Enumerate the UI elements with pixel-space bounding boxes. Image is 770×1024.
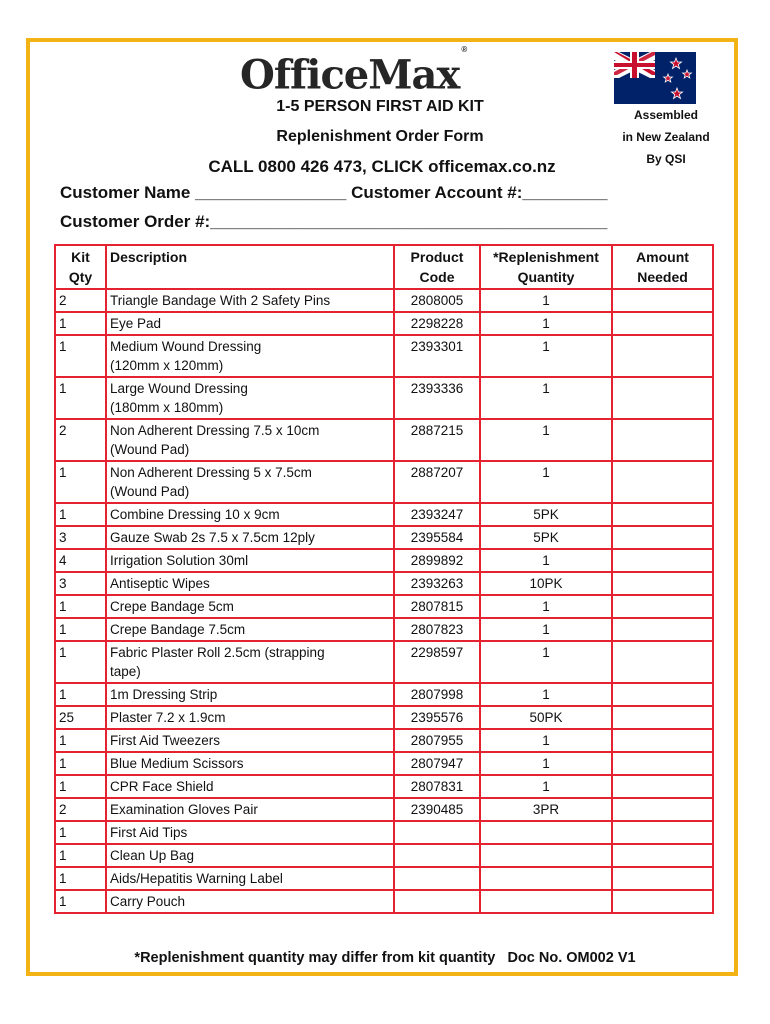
description-cell xyxy=(106,821,394,844)
amount-needed-cell[interactable] xyxy=(612,312,713,335)
kit-qty-cell: 1 xyxy=(55,618,106,641)
table-row xyxy=(55,683,713,706)
product-code-cell xyxy=(394,821,480,844)
description-text: Crepe Bandage 5cm xyxy=(110,599,234,614)
description-text: Combine Dressing 10 x 9cm xyxy=(110,507,280,522)
kit-qty-cell: 1 xyxy=(55,377,106,419)
description-cell xyxy=(106,595,394,618)
header-kit-qty: Kit Qty xyxy=(55,245,106,289)
header-product-code: Product Code xyxy=(394,245,480,289)
replenishment-qty-cell: 1 xyxy=(480,549,612,572)
table-row xyxy=(55,289,713,312)
amount-needed-cell[interactable] xyxy=(612,595,713,618)
description-cell xyxy=(106,419,394,461)
replenishment-qty-cell: 3PR xyxy=(480,798,612,821)
description-cell xyxy=(106,890,394,913)
amount-needed-cell[interactable] xyxy=(612,526,713,549)
header-description: Description xyxy=(106,245,394,289)
table-row xyxy=(55,798,713,821)
amount-needed-cell[interactable] xyxy=(612,572,713,595)
description-text: Examination Gloves Pair xyxy=(110,802,258,817)
table-row xyxy=(55,729,713,752)
kit-qty-cell: 1 xyxy=(55,775,106,798)
product-code-cell: 2393263 xyxy=(394,572,480,595)
product-code-cell: 2887215 xyxy=(394,419,480,461)
replenishment-qty-cell: 5PK xyxy=(480,526,612,549)
table-row xyxy=(55,572,713,595)
kit-qty-cell: 25 xyxy=(55,706,106,729)
description-text: Plaster 7.2 x 1.9cm xyxy=(110,710,226,725)
table-row xyxy=(55,526,713,549)
description-text: CPR Face Shield xyxy=(110,779,214,794)
amount-needed-cell[interactable] xyxy=(612,618,713,641)
description-text: Carry Pouch xyxy=(110,894,186,909)
amount-needed-cell[interactable] xyxy=(612,775,713,798)
description-text-line2: (120mm x 120mm) xyxy=(110,358,224,373)
table-row xyxy=(55,890,713,913)
kit-qty-cell: 1 xyxy=(55,335,106,377)
customer-name-account-line[interactable]: Customer Name ________________ Customer Account #:_________ xyxy=(60,183,608,202)
assembled-location: in New Zealand xyxy=(622,130,710,144)
table-row xyxy=(55,335,713,377)
kit-qty-cell: 1 xyxy=(55,503,106,526)
form-subtitle: Replenishment Order Form xyxy=(276,128,484,145)
table-header-row xyxy=(55,245,713,289)
description-text: Irrigation Solution 30ml xyxy=(110,553,249,568)
description-cell xyxy=(106,461,394,503)
kit-qty-cell: 2 xyxy=(55,419,106,461)
product-code-cell: 2393247 xyxy=(394,503,480,526)
amount-needed-cell[interactable] xyxy=(612,706,713,729)
description-cell xyxy=(106,706,394,729)
replenishment-qty-cell: 1 xyxy=(480,335,612,377)
description-cell xyxy=(106,729,394,752)
description-cell xyxy=(106,641,394,683)
table-row xyxy=(55,641,713,683)
header-amount-needed: Amount Needed xyxy=(612,245,713,289)
description-cell xyxy=(106,752,394,775)
new-zealand-flag-icon xyxy=(614,52,696,104)
description-cell xyxy=(106,549,394,572)
description-text: First Aid Tips xyxy=(110,825,188,840)
table-row xyxy=(55,618,713,641)
product-code-cell: 2298597 xyxy=(394,641,480,683)
product-code-cell: 2807823 xyxy=(394,618,480,641)
description-text: 1m Dressing Strip xyxy=(110,687,218,702)
description-cell xyxy=(106,377,394,419)
kit-qty-cell: 2 xyxy=(55,798,106,821)
description-text: Blue Medium Scissors xyxy=(110,756,244,771)
amount-needed-cell[interactable] xyxy=(612,683,713,706)
table-row xyxy=(55,775,713,798)
replenishment-qty-cell: 10PK xyxy=(480,572,612,595)
product-code-cell: 2395576 xyxy=(394,706,480,729)
kit-qty-cell: 1 xyxy=(55,890,106,913)
amount-needed-cell[interactable] xyxy=(612,335,713,377)
description-cell xyxy=(106,312,394,335)
amount-needed-cell[interactable] xyxy=(612,641,713,683)
assembled-label: Assembled xyxy=(633,108,699,122)
description-text: Fabric Plaster Roll 2.5cm (strapping xyxy=(110,645,325,660)
kit-qty-cell: 1 xyxy=(55,461,106,503)
replenishment-qty-cell: 1 xyxy=(480,595,612,618)
description-cell xyxy=(106,618,394,641)
description-text: Large Wound Dressing xyxy=(110,381,248,396)
replenishment-qty-cell: 1 xyxy=(480,683,612,706)
kit-qty-cell: 1 xyxy=(55,844,106,867)
form-title: 1-5 PERSON FIRST AID KIT xyxy=(276,98,484,115)
amount-needed-cell[interactable] xyxy=(612,503,713,526)
kit-qty-cell: 1 xyxy=(55,752,106,775)
description-text: Aids/Hepatitis Warning Label xyxy=(110,871,283,886)
kit-qty-cell: 1 xyxy=(55,641,106,683)
description-text: Antiseptic Wipes xyxy=(110,576,210,591)
table-row xyxy=(55,595,713,618)
kit-qty-cell: 1 xyxy=(55,867,106,890)
product-code-cell: 2390485 xyxy=(394,798,480,821)
description-text: Eye Pad xyxy=(110,316,162,331)
table-row xyxy=(55,312,713,335)
product-code-cell xyxy=(394,867,480,890)
description-text-line2: (180mm x 180mm) xyxy=(110,400,224,415)
product-code-cell: 2395584 xyxy=(394,526,480,549)
amount-needed-cell[interactable] xyxy=(612,890,713,913)
amount-needed-cell[interactable] xyxy=(612,752,713,775)
description-cell xyxy=(106,526,394,549)
amount-needed-cell[interactable] xyxy=(612,798,713,821)
table-row xyxy=(55,752,713,775)
kit-qty-cell: 1 xyxy=(55,683,106,706)
replenishment-qty-cell: 1 xyxy=(480,289,612,312)
amount-needed-cell[interactable] xyxy=(612,729,713,752)
replenishment-table xyxy=(54,244,714,914)
replenishment-qty-cell: 1 xyxy=(480,752,612,775)
description-text: Non Adherent Dressing 5 x 7.5cm xyxy=(110,465,312,480)
replenishment-qty-cell xyxy=(480,867,612,890)
kit-qty-cell: 1 xyxy=(55,312,106,335)
amount-needed-cell[interactable] xyxy=(612,844,713,867)
replenishment-qty-cell: 50PK xyxy=(480,706,612,729)
kit-qty-cell: 2 xyxy=(55,289,106,312)
amount-needed-cell[interactable] xyxy=(612,821,713,844)
footer-note: *Replenishment quantity may differ from kit quantity Doc No. OM002 V1 xyxy=(134,950,636,966)
replenishment-qty-cell: 1 xyxy=(480,377,612,419)
description-cell xyxy=(106,775,394,798)
description-text: Gauze Swab 2s 7.5 x 7.5cm 12ply xyxy=(110,530,315,545)
kit-qty-cell: 1 xyxy=(55,729,106,752)
product-code-cell: 2393301 xyxy=(394,335,480,377)
amount-needed-cell[interactable] xyxy=(612,289,713,312)
table-row xyxy=(55,419,713,461)
amount-needed-cell[interactable] xyxy=(612,461,713,503)
replenishment-qty-cell: 1 xyxy=(480,729,612,752)
description-text: Clean Up Bag xyxy=(110,848,195,863)
amount-needed-cell[interactable] xyxy=(612,867,713,890)
kit-qty-cell: 4 xyxy=(55,549,106,572)
product-code-cell xyxy=(394,890,480,913)
product-code-cell: 2807998 xyxy=(394,683,480,706)
product-code-cell: 2887207 xyxy=(394,461,480,503)
replenishment-qty-cell xyxy=(480,890,612,913)
contact-line: CALL 0800 426 473, CLICK officemax.co.nz xyxy=(208,157,556,176)
kit-qty-cell: 3 xyxy=(55,572,106,595)
description-text-line2: (Wound Pad) xyxy=(110,484,190,499)
replenishment-qty-cell: 1 xyxy=(480,461,612,503)
table-row xyxy=(55,503,713,526)
table-row xyxy=(55,377,713,419)
product-code-cell xyxy=(394,844,480,867)
description-cell xyxy=(106,335,394,377)
description-cell xyxy=(106,683,394,706)
amount-needed-cell[interactable] xyxy=(612,549,713,572)
description-text-line2: tape) xyxy=(110,664,141,679)
table-row xyxy=(55,867,713,890)
description-cell xyxy=(106,503,394,526)
table-row xyxy=(55,821,713,844)
description-cell xyxy=(106,844,394,867)
description-text-line2: (Wound Pad) xyxy=(110,442,190,457)
product-code-cell: 2807955 xyxy=(394,729,480,752)
product-code-cell: 2298228 xyxy=(394,312,480,335)
table-row xyxy=(55,844,713,867)
header-replenishment-quantity: *Replenishment Quantity xyxy=(480,245,612,289)
description-cell xyxy=(106,867,394,890)
product-code-cell: 2807831 xyxy=(394,775,480,798)
replenishment-qty-cell xyxy=(480,844,612,867)
description-text: First Aid Tweezers xyxy=(110,733,221,748)
description-text: Medium Wound Dressing xyxy=(110,339,262,354)
description-cell xyxy=(106,289,394,312)
product-code-cell: 2807947 xyxy=(394,752,480,775)
product-code-cell: 2899892 xyxy=(394,549,480,572)
description-text: Crepe Bandage 7.5cm xyxy=(110,622,246,637)
kit-qty-cell: 1 xyxy=(55,595,106,618)
replenishment-qty-cell: 1 xyxy=(480,775,612,798)
table-row xyxy=(55,549,713,572)
product-code-cell: 2808005 xyxy=(394,289,480,312)
product-code-cell: 2393336 xyxy=(394,377,480,419)
table-row xyxy=(55,461,713,503)
kit-qty-cell: 1 xyxy=(55,821,106,844)
replenishment-qty-cell: 5PK xyxy=(480,503,612,526)
officemax-logo: OfficeMax® xyxy=(240,45,467,99)
description-text: Non Adherent Dressing 7.5 x 10cm xyxy=(110,423,320,438)
table-row xyxy=(55,706,713,729)
replenishment-qty-cell xyxy=(480,821,612,844)
description-cell xyxy=(106,572,394,595)
replenishment-qty-cell: 1 xyxy=(480,641,612,683)
replenishment-qty-cell: 1 xyxy=(480,419,612,461)
amount-needed-cell[interactable] xyxy=(612,419,713,461)
replenishment-qty-cell: 1 xyxy=(480,312,612,335)
kit-qty-cell: 3 xyxy=(55,526,106,549)
assembled-by: By QSI xyxy=(646,152,686,166)
product-code-cell: 2807815 xyxy=(394,595,480,618)
amount-needed-cell[interactable] xyxy=(612,377,713,419)
description-cell xyxy=(106,798,394,821)
customer-order-line[interactable]: Customer Order #:__________________________________________ xyxy=(60,212,608,231)
description-text: Triangle Bandage With 2 Safety Pins xyxy=(110,293,331,308)
replenishment-qty-cell: 1 xyxy=(480,618,612,641)
